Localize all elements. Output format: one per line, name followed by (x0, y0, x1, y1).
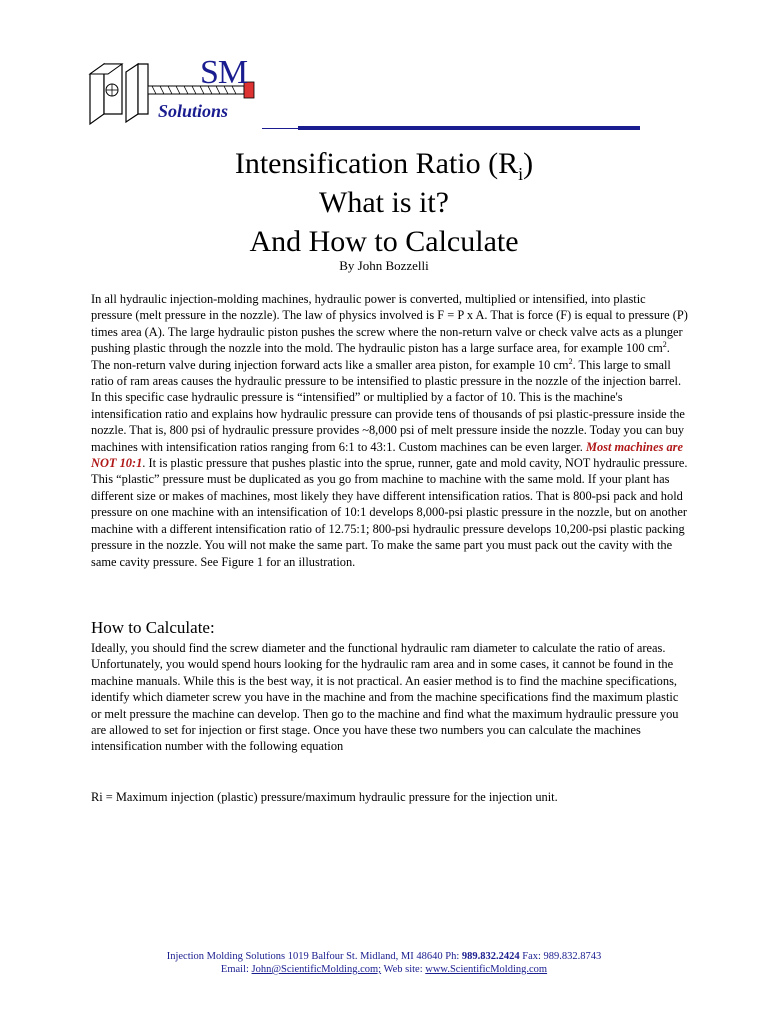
phone-number: 989.832.2424 (461, 951, 520, 962)
byline: By John Bozzelli (339, 258, 429, 273)
title-line-3: And How to Calculate (249, 225, 519, 258)
how-to-paragraph: Ideally, you should find the screw diameter and the functional hydraulic ram diameter to calculate the ratio of areas. Unfortunately, you would spend hours looking for the hydraulic ram area and in some cases, it cannot be found in the machine manuals. While this is the best way, it is not practical. An easier method is to find the machine specifications, identify which diameter screw you have in the machine and from the machine specifications find the maximum plastic or melt pressure the machine can develop. Then go to the machine and find what the maximum hydraulic pressure you are allowed to set for injection or first stage. Once you have these two numbers you can calculate the machines intensification number with the following equation (91, 641, 679, 754)
logo-letters: SM (200, 54, 248, 91)
header-rule (298, 126, 640, 130)
email-link[interactable]: John@ScientificMolding.com; (251, 964, 382, 975)
company-logo (88, 52, 288, 130)
logo-tagline: Solutions (158, 101, 229, 121)
title-line-1: Intensification Ratio $(R_i)$ (234, 147, 534, 184)
footer-contact-line: Email: John@ScientificMolding.com; Web site: www.ScientificMolding.com (220, 964, 548, 975)
title-line-2: What is it? (319, 186, 449, 219)
intro-paragraph: In all hydraulic injection-molding machines, hydraulic power is converted, multiplied or intensified, into plastic pressure (melt pressure in the nozzle). The law of physics involved is F = P x A. That is force (F) is equal to pressure (P) times area (A). The large hydraulic piston pushes the screw where the non-return valve or check valve acts as a plunger pushing plastic through the nozzle into the mold. The hydraulic piston has a large surface area, for example 100 $cm^2$. The non-return valve during injection forward acts like a smaller area piston, for example 10 $cm^2$. This large to small ratio of ram areas causes the hydraulic pressure to be intensified to plastic pressure in the nozzle of the injection barrel. In this specific case hydraulic pressure is “intensified” or multiplied by a factor of 10. This is the machine's intensification ratio and explains how hydraulic pressure can provide tens of thousands of psi plastic-pressure inside the nozzle. That is, 800 psi of hydraulic pressure provides ~8,000 psi of melt pressure inside the nozzle. Today you can buy machines with intensification ratios ranging from 6:1 to 43:1. Custom machines can be even larger. Most machines are NOT 10:1. It is plastic pressure that pushes plastic into the sprue, runner, gate and mold cavity, NOT hydraulic pressure. This “plastic” pressure must be duplicated as you go from machine to machine with the same mold. If your plant has different size or makes of machines, most likely they have different intensification ratios. That is 800-psi pack and hold pressure on one machine with an intensification of 10:1 develops 8,000-psi plastic pressure in the nozzle, but on another machine with a different intensification ratio of 12.75:1; 800-psi hydraulic pressure develops 10,200-psi plastic packing pressure in the nozzle. You will not make the same part. To make the same part you must pack out the cavity with the same cavity pressure. See Figure 1 for an illustration. (91, 292, 688, 569)
footer (0, 950, 768, 976)
website-link[interactable]: www.ScientificMolding.com (425, 964, 548, 975)
equation-line: Ri = Maximum injection (plastic) pressure/maximum hydraulic pressure for the injection unit. (91, 790, 558, 804)
emphasis-text: Most machines are NOT 10:1 (91, 439, 684, 471)
footer-address-line: Injection Molding Solutions 1019 Balfour St. Midland, MI 48640 Ph: 989.832.2424 Fax: 989.832.8743 (166, 951, 602, 962)
section-heading: How to Calculate: (91, 618, 215, 637)
